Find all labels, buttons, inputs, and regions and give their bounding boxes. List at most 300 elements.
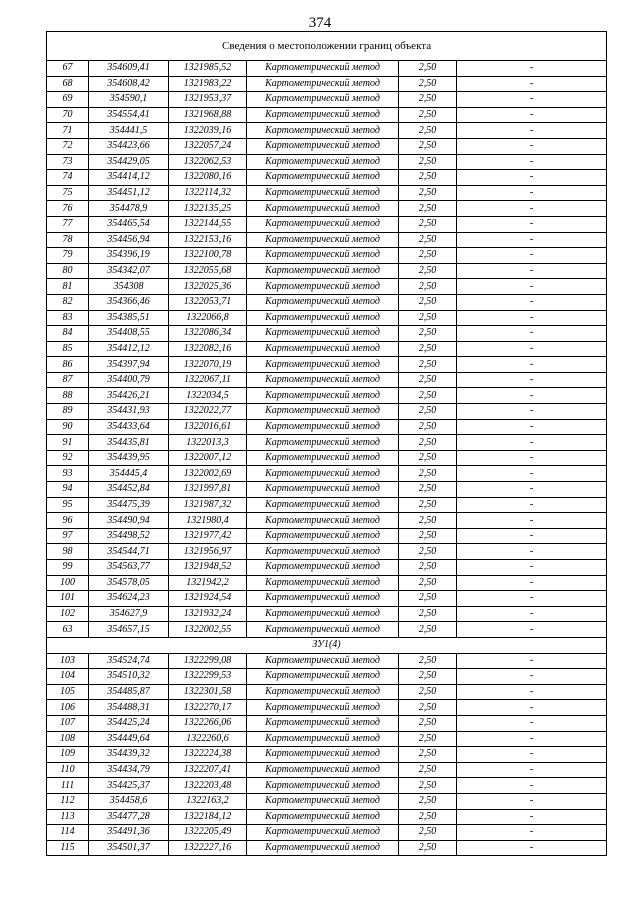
table-cell: - [457,497,607,513]
table-cell: 2,50 [399,310,457,326]
table-row [47,341,607,357]
table-cell: 354426,21 [89,388,169,404]
table-cell: - [457,700,607,716]
table-row [47,232,607,248]
table-row [47,466,607,482]
table-cell: 2,50 [399,450,457,466]
table-cell: Картометрический метод [247,170,399,186]
table-cell: 354423,66 [89,138,169,154]
table-cell: 2,50 [399,294,457,310]
table-cell: 77 [47,216,89,232]
table-cell: 354396,19 [89,248,169,264]
table-cell: 1322039,16 [169,123,247,139]
table-cell: - [457,107,607,123]
table-cell: 2,50 [399,201,457,217]
table-cell: 2,50 [399,466,457,482]
table-cell: 1322114,32 [169,185,247,201]
table-row [47,107,607,123]
table-row [47,123,607,139]
table-cell: 1321977,42 [169,528,247,544]
table-cell: 354554,41 [89,107,169,123]
table-cell: 1322082,16 [169,341,247,357]
table-cell: - [457,466,607,482]
table-cell: 354439,32 [89,747,169,763]
table-cell: 354477,28 [89,809,169,825]
table-cell: 84 [47,326,89,342]
table-cell: 354624,23 [89,591,169,607]
table-row [47,201,607,217]
table-cell: - [457,294,607,310]
table-cell: 1322007,12 [169,450,247,466]
table-cell: Картометрический метод [247,606,399,622]
table-cell: 2,50 [399,700,457,716]
table-cell: 354498,52 [89,528,169,544]
table-cell: 354366,46 [89,294,169,310]
table-cell: Картометрический метод [247,279,399,295]
table-cell: 2,50 [399,528,457,544]
table-cell: - [457,232,607,248]
table-cell: 354563,77 [89,560,169,576]
table-cell: 2,50 [399,138,457,154]
table-cell: 1322002,55 [169,622,247,638]
table-cell: - [457,357,607,373]
table-cell: 1322086,34 [169,326,247,342]
table-cell: 354488,31 [89,700,169,716]
table-cell: 354441,5 [89,123,169,139]
table-cell: Картометрический метод [247,497,399,513]
table-cell: - [457,263,607,279]
table-cell: 2,50 [399,747,457,763]
table-cell: 105 [47,684,89,700]
table-row [47,248,607,264]
section-row [47,637,607,653]
table-cell: 1322260,6 [169,731,247,747]
table-cell: 68 [47,76,89,92]
table-row [47,450,607,466]
table-cell: 1321953,37 [169,92,247,108]
table-cell: 354414,12 [89,170,169,186]
table-cell: 2,50 [399,793,457,809]
table-cell: 2,50 [399,684,457,700]
table-cell: 354478,9 [89,201,169,217]
table-cell: - [457,793,607,809]
table-cell: 354400,79 [89,372,169,388]
table-cell: 98 [47,544,89,560]
table-cell: 1321932,24 [169,606,247,622]
table-row [47,154,607,170]
table-cell: 1322034,5 [169,388,247,404]
table-row [47,591,607,607]
table-cell: 1322205,49 [169,825,247,841]
table-cell: 1321997,81 [169,482,247,498]
table-cell: 2,50 [399,544,457,560]
table-cell: - [457,435,607,451]
table-cell: Картометрический метод [247,731,399,747]
table-cell: 354458,6 [89,793,169,809]
table-cell: - [457,606,607,622]
table-cell: - [457,560,607,576]
table-cell: 1321985,52 [169,61,247,77]
table-cell: 95 [47,497,89,513]
table-cell: 2,50 [399,731,457,747]
table-row [47,170,607,186]
table-cell: - [457,76,607,92]
table-cell: 63 [47,622,89,638]
table-cell: 2,50 [399,61,457,77]
table-cell: 354342,07 [89,263,169,279]
table-cell: 1322025,36 [169,279,247,295]
table-cell: Картометрический метод [247,232,399,248]
table-cell: 91 [47,435,89,451]
table-cell: Картометрический метод [247,310,399,326]
table-cell: 1322224,38 [169,747,247,763]
table-cell: 75 [47,185,89,201]
table-row [47,747,607,763]
table-cell: 86 [47,357,89,373]
table-row [47,778,607,794]
table-cell: 81 [47,279,89,295]
table-cell: 1322270,17 [169,700,247,716]
table-cell: 96 [47,513,89,529]
table-row [47,138,607,154]
table-cell: Картометрический метод [247,684,399,700]
table-cell: 2,50 [399,653,457,669]
table-row [47,684,607,700]
table-cell: Картометрический метод [247,92,399,108]
table-cell: Картометрический метод [247,762,399,778]
table-cell: Картометрический метод [247,419,399,435]
table-row [47,372,607,388]
table-cell: 354445,4 [89,466,169,482]
table-row [47,263,607,279]
table-cell: Картометрический метод [247,544,399,560]
table-cell: 103 [47,653,89,669]
table-cell: - [457,450,607,466]
table-cell: 1322266,06 [169,715,247,731]
table-cell: 2,50 [399,825,457,841]
table-row [47,76,607,92]
table-cell: 1321980,4 [169,513,247,529]
table-cell: - [457,778,607,794]
table-cell: 354429,05 [89,154,169,170]
table-cell: Картометрический метод [247,840,399,856]
table-cell: Картометрический метод [247,154,399,170]
table-cell: 2,50 [399,809,457,825]
table-cell: 1322016,61 [169,419,247,435]
table-cell: 89 [47,404,89,420]
table-cell: 354456,94 [89,232,169,248]
table-cell: 354451,12 [89,185,169,201]
table-cell: - [457,622,607,638]
table-cell: Картометрический метод [247,482,399,498]
table-cell: 76 [47,201,89,217]
table-cell: 2,50 [399,357,457,373]
table-cell: Картометрический метод [247,388,399,404]
table-cell: Картометрический метод [247,341,399,357]
table-row [47,606,607,622]
table-cell: Картометрический метод [247,248,399,264]
table-cell: 110 [47,762,89,778]
table-cell: 2,50 [399,575,457,591]
table-cell: - [457,419,607,435]
table-cell: 354452,84 [89,482,169,498]
table-cell: - [457,825,607,841]
table-header-row [47,32,607,61]
table-cell: 109 [47,747,89,763]
table-cell: - [457,544,607,560]
table-cell: 354475,39 [89,497,169,513]
table-cell: 1322100,78 [169,248,247,264]
table-cell: 107 [47,715,89,731]
table-cell: Картометрический метод [247,560,399,576]
table-row [47,294,607,310]
table-cell: 72 [47,138,89,154]
table-cell: 1321924,54 [169,591,247,607]
table-row [47,622,607,638]
table-row [47,840,607,856]
table-row [47,793,607,809]
table-cell: 2,50 [399,497,457,513]
table-cell: 102 [47,606,89,622]
table-row [47,357,607,373]
table-cell: 113 [47,809,89,825]
table-cell: - [457,341,607,357]
table-cell: 1322301,58 [169,684,247,700]
table-cell: 108 [47,731,89,747]
table-row [47,404,607,420]
table-cell: 1322067,11 [169,372,247,388]
table-cell: Картометрический метод [247,294,399,310]
table-row [47,435,607,451]
table-cell: 1321956,97 [169,544,247,560]
table-cell: 1322144,55 [169,216,247,232]
table-cell: 2,50 [399,185,457,201]
table-cell: 93 [47,466,89,482]
table-cell: - [457,482,607,498]
table-row [47,560,607,576]
table-cell: 2,50 [399,419,457,435]
table-cell: 2,50 [399,762,457,778]
table-cell: 1321948,52 [169,560,247,576]
table-row [47,482,607,498]
table-cell: 354412,12 [89,341,169,357]
table-row [47,497,607,513]
table-cell: Картометрический метод [247,138,399,154]
table-cell: - [457,123,607,139]
table-cell: - [457,513,607,529]
table-row [47,669,607,685]
table-cell: 2,50 [399,232,457,248]
table-cell: - [457,715,607,731]
table-cell: 115 [47,840,89,856]
table-cell: - [457,185,607,201]
table-row [47,216,607,232]
table-cell: - [457,747,607,763]
table-cell: - [457,310,607,326]
table-cell: 111 [47,778,89,794]
table-cell: 2,50 [399,840,457,856]
table-cell: 354609,41 [89,61,169,77]
table-cell: Картометрический метод [247,669,399,685]
section-label: ЗУ1(4) [47,637,607,653]
table-cell: - [457,528,607,544]
table-cell: Картометрический метод [247,653,399,669]
table-cell: 2,50 [399,435,457,451]
table-cell: 354627,9 [89,606,169,622]
table-cell: - [457,388,607,404]
table-row [47,388,607,404]
table-cell: 1322135,25 [169,201,247,217]
table-cell: 92 [47,450,89,466]
table-cell: - [457,809,607,825]
table-cell: Картометрический метод [247,466,399,482]
table-cell: Картометрический метод [247,61,399,77]
table-row [47,513,607,529]
table-cell: Картометрический метод [247,357,399,373]
table-cell: Картометрический метод [247,372,399,388]
table-cell: Картометрический метод [247,575,399,591]
table-cell: 2,50 [399,92,457,108]
table-cell: 354657,15 [89,622,169,638]
table-cell: 354425,24 [89,715,169,731]
table-cell: - [457,404,607,420]
table-cell: 101 [47,591,89,607]
table-cell: 354524,74 [89,653,169,669]
table-cell: 2,50 [399,263,457,279]
table-cell: Картометрический метод [247,201,399,217]
table-cell: 354425,37 [89,778,169,794]
table-cell: 71 [47,123,89,139]
table-cell: 354449,64 [89,731,169,747]
table-cell: 112 [47,793,89,809]
table-cell: 354433,64 [89,419,169,435]
table-cell: - [457,61,607,77]
table-cell: 67 [47,61,89,77]
table-cell: 1322184,12 [169,809,247,825]
table-cell: 83 [47,310,89,326]
table-cell: 354491,36 [89,825,169,841]
table-cell: Картометрический метод [247,809,399,825]
table-cell: 114 [47,825,89,841]
table-cell: 354439,95 [89,450,169,466]
table-cell: Картометрический метод [247,326,399,342]
table-cell: Картометрический метод [247,435,399,451]
table-cell: Картометрический метод [247,216,399,232]
table-cell: - [457,372,607,388]
table-cell: Картометрический метод [247,715,399,731]
table-cell: Картометрический метод [247,591,399,607]
table-cell: 94 [47,482,89,498]
table-cell: 2,50 [399,107,457,123]
table-cell: 2,50 [399,372,457,388]
table-cell: 1322203,48 [169,778,247,794]
table-cell: - [457,216,607,232]
table-cell: - [457,138,607,154]
table-cell: 1322002,69 [169,466,247,482]
table-row [47,731,607,747]
table-cell: 2,50 [399,248,457,264]
table-cell: Картометрический метод [247,263,399,279]
page-number: 374 [308,15,332,31]
table-cell: 2,50 [399,482,457,498]
table-row [47,185,607,201]
table-cell: - [457,154,607,170]
table-row [47,419,607,435]
table-cell: 2,50 [399,404,457,420]
table-cell: 2,50 [399,715,457,731]
table-row [47,326,607,342]
boundary-table [46,31,607,856]
table-cell: 1321968,88 [169,107,247,123]
table-cell: 2,50 [399,669,457,685]
table-row [47,544,607,560]
table-cell: 1321983,22 [169,76,247,92]
table-cell: 2,50 [399,279,457,295]
table-cell: 78 [47,232,89,248]
table-row [47,809,607,825]
table-cell: 1322066,8 [169,310,247,326]
table-cell: Картометрический метод [247,76,399,92]
table-cell: - [457,170,607,186]
table-cell: 354435,81 [89,435,169,451]
table-cell: Картометрический метод [247,700,399,716]
table-cell: - [457,669,607,685]
table-cell: 1322163,2 [169,793,247,809]
table-cell: 2,50 [399,513,457,529]
table-cell: 1321987,32 [169,497,247,513]
table-cell: 2,50 [399,123,457,139]
table-cell: 1322013,3 [169,435,247,451]
table-row [47,700,607,716]
table-cell: 97 [47,528,89,544]
table-cell: 1322057,24 [169,138,247,154]
table-cell: Картометрический метод [247,778,399,794]
table-cell: 1321942,2 [169,575,247,591]
table-cell: 106 [47,700,89,716]
table-cell: 100 [47,575,89,591]
table-cell: 354465,54 [89,216,169,232]
table-cell: 354590,1 [89,92,169,108]
table-cell: 354544,71 [89,544,169,560]
table-row [47,528,607,544]
table-cell: 1322080,16 [169,170,247,186]
table-cell: 354408,55 [89,326,169,342]
table-cell: 2,50 [399,341,457,357]
table-cell: Картометрический метод [247,107,399,123]
table-row [47,653,607,669]
table-cell: Картометрический метод [247,825,399,841]
table-cell: 2,50 [399,778,457,794]
table-cell: 70 [47,107,89,123]
table-cell: - [457,684,607,700]
table-row [47,575,607,591]
table-cell: - [457,591,607,607]
table-cell: 1322227,16 [169,840,247,856]
table-cell: 2,50 [399,216,457,232]
table-cell: 82 [47,294,89,310]
table-cell: Картометрический метод [247,450,399,466]
table-cell: 90 [47,419,89,435]
table-cell: Картометрический метод [247,404,399,420]
table-cell: 1322055,68 [169,263,247,279]
table-cell: 354431,93 [89,404,169,420]
table-cell: - [457,248,607,264]
table-cell: Картометрический метод [247,123,399,139]
table-row [47,762,607,778]
table-cell: 2,50 [399,622,457,638]
table-cell: Картометрический метод [247,747,399,763]
table-row [47,279,607,295]
